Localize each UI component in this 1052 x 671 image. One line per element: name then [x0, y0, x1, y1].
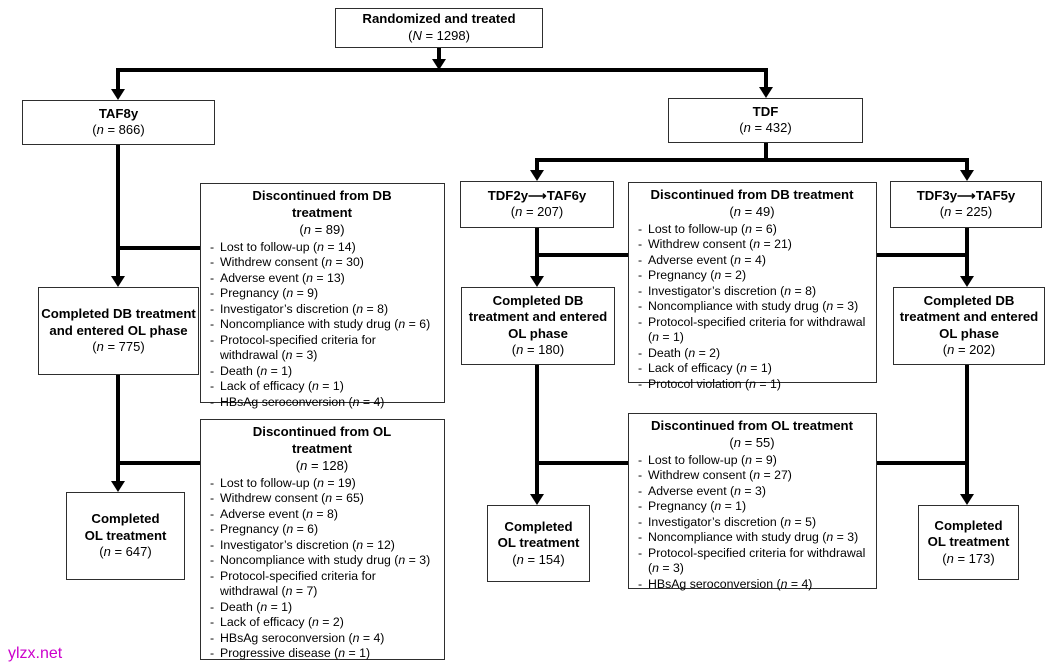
reason-item: - Death (n = 1) — [207, 600, 437, 615]
box-discontinued-ol-taf8y — [200, 419, 445, 660]
box-count: (n = 173) — [942, 550, 995, 566]
box-count: (N = 1298) — [408, 27, 470, 43]
box-count: (n = 647) — [99, 544, 152, 560]
reason-item: - Death (n = 2) — [635, 346, 869, 361]
arrowhead-icon — [960, 494, 974, 505]
box-count: (n = 775) — [92, 339, 145, 355]
reason-item: - Death (n = 1) — [207, 364, 437, 379]
box-completed-db-tdf2y — [461, 287, 615, 365]
reason-item: - Pregnancy (n = 9) — [207, 286, 437, 301]
reason-item: - Withdrew consent (n = 30) — [207, 255, 437, 270]
reason-item: - Withdrew consent (n = 65) — [207, 491, 437, 506]
reason-item: - Adverse event (n = 13) — [207, 271, 437, 286]
box-title: Completed OL treatment — [497, 518, 580, 551]
reason-item: - Pregnancy (n = 6) — [207, 522, 437, 537]
box-arm-tdf — [668, 98, 863, 143]
box-randomized — [335, 8, 543, 48]
box-title: Discontinued from OL treatment — [252, 424, 392, 456]
arrowhead-icon — [759, 87, 773, 98]
box-count: (n = 866) — [92, 122, 145, 138]
box-title: Completed OL treatment — [927, 517, 1010, 550]
reason-item: - Progressive disease (n = 1) — [207, 646, 437, 661]
box-title: TDF3y⟶TAF5y — [916, 187, 1016, 203]
reason-item: - Pregnancy (n = 2) — [635, 268, 869, 283]
reason-item: - Lack of efficacy (n = 2) — [207, 615, 437, 630]
connector-line — [535, 158, 969, 162]
watermark-link[interactable]: ylzx.net — [8, 645, 63, 662]
reason-item: - Investigator’s discretion (n = 8) — [635, 284, 869, 299]
reason-item: - Investigator’s discretion (n = 12) — [207, 538, 437, 553]
reason-item: - Noncompliance with study drug (n = 6) — [207, 317, 437, 332]
box-completed-ol-tdf3y — [918, 505, 1019, 580]
box-arm-tdf2y-taf6y — [460, 181, 614, 228]
reason-item: - HBsAg seroconversion (n = 4) — [207, 395, 437, 410]
box-discontinued-db-tdf — [628, 182, 877, 391]
connector-line — [535, 253, 630, 257]
box-completed-db-taf8y — [38, 287, 199, 375]
reason-item: - Protocol-specified criteria for withdrawal (n = 1) — [635, 315, 869, 346]
arrowhead-icon — [111, 89, 125, 100]
arrowhead-icon — [530, 494, 544, 505]
box-count: (n = 207) — [510, 204, 564, 220]
reason-item: - Protocol-specified criteria for withdrawal (n = 3) — [207, 333, 437, 364]
reason-item: - Lost to follow-up (n = 9) — [635, 453, 869, 468]
box-count: (n = 55) — [729, 434, 775, 450]
reason-item: - Withdrew consent (n = 27) — [635, 468, 869, 483]
box-title: Randomized and treated — [362, 11, 516, 27]
arrowhead-icon — [111, 481, 125, 492]
reason-item: - HBsAg seroconversion (n = 4) — [207, 631, 437, 646]
box-count: (n = 225) — [939, 204, 993, 220]
reason-item: - Pregnancy (n = 1) — [635, 499, 869, 514]
box-title: Discontinued from DB treatment — [252, 188, 392, 220]
box-count: (n = 202) — [942, 342, 996, 358]
reason-item: - Lost to follow-up (n = 19) — [207, 476, 437, 491]
arrowhead-icon — [530, 170, 544, 181]
connector-line — [965, 363, 969, 496]
connector-line — [535, 461, 630, 465]
arrowhead-icon — [530, 276, 544, 287]
box-count: (n = 89) — [299, 221, 345, 237]
connector-line — [535, 363, 539, 496]
arrowhead-icon — [960, 276, 974, 287]
box-count: (n = 49) — [729, 203, 775, 219]
connector-line — [116, 246, 202, 250]
reason-item: - Noncompliance with study drug (n = 3) — [207, 553, 437, 568]
box-completed-ol-taf8y — [66, 492, 185, 580]
connector-line — [875, 461, 969, 465]
reason-list — [207, 240, 437, 410]
connector-line — [875, 253, 969, 257]
box-arm-tdf3y-taf5y — [890, 181, 1042, 228]
connector-line — [764, 70, 768, 88]
reason-item: - Lack of efficacy (n = 1) — [635, 361, 869, 376]
arrowhead-icon — [960, 170, 974, 181]
box-title: TDF2y⟶TAF6y — [487, 187, 587, 203]
reason-item: - Lost to follow-up (n = 14) — [207, 240, 437, 255]
box-title: Completed DB treatment and entered OL phase — [468, 292, 608, 341]
reason-item: - Lost to follow-up (n = 6) — [635, 222, 869, 237]
reason-list — [635, 222, 869, 392]
reason-item: - Investigator’s discretion (n = 5) — [635, 515, 869, 530]
arrowhead-icon — [432, 59, 446, 70]
box-title: Completed DB treatment and entered OL phase — [41, 306, 196, 338]
reason-item: - Lack of efficacy (n = 1) — [207, 379, 437, 394]
box-discontinued-db-taf8y — [200, 183, 445, 409]
reason-item: - Adverse event (n = 3) — [635, 484, 869, 499]
box-title: Completed DB treatment and entered OL phase — [899, 292, 1039, 341]
reason-item: - Noncompliance with study drug (n = 3) — [635, 530, 869, 545]
connector-line — [116, 461, 202, 465]
box-title: TDF — [752, 103, 779, 119]
box-arm-taf8y — [22, 100, 215, 145]
reason-item: - HBsAg seroconversion (n = 4) — [635, 577, 869, 592]
reason-item: - Adverse event (n = 8) — [207, 507, 437, 522]
reason-item: - Protocol violation (n = 1) — [635, 377, 869, 392]
box-title: TAF8y — [98, 105, 139, 121]
reason-item: - Noncompliance with study drug (n = 3) — [635, 299, 869, 314]
box-count: (n = 154) — [512, 551, 565, 567]
reason-item: - Adverse event (n = 4) — [635, 253, 869, 268]
reason-item: - Protocol-specified criteria for withdrawal (n = 3) — [635, 546, 869, 577]
reason-list — [635, 453, 869, 592]
box-title: Discontinued from DB treatment — [650, 187, 854, 202]
reason-item: - Protocol-specified criteria for withdrawal (n = 7) — [207, 569, 437, 600]
connector-line — [116, 70, 120, 90]
reason-list — [207, 476, 437, 662]
reason-item: - Withdrew consent (n = 21) — [635, 237, 869, 252]
connector-line — [116, 375, 120, 483]
arrowhead-icon — [111, 276, 125, 287]
reason-item: - Investigator’s discretion (n = 8) — [207, 302, 437, 317]
box-completed-ol-tdf2y — [487, 505, 590, 582]
box-count: (n = 432) — [739, 120, 792, 136]
box-title: Completed OL treatment — [84, 511, 167, 543]
box-count: (n = 180) — [511, 342, 565, 358]
box-title: Discontinued from OL treatment — [651, 418, 853, 433]
box-discontinued-ol-tdf — [628, 413, 877, 589]
box-count: (n = 128) — [295, 457, 349, 473]
box-completed-db-tdf3y — [893, 287, 1045, 365]
connector-line — [116, 145, 120, 278]
